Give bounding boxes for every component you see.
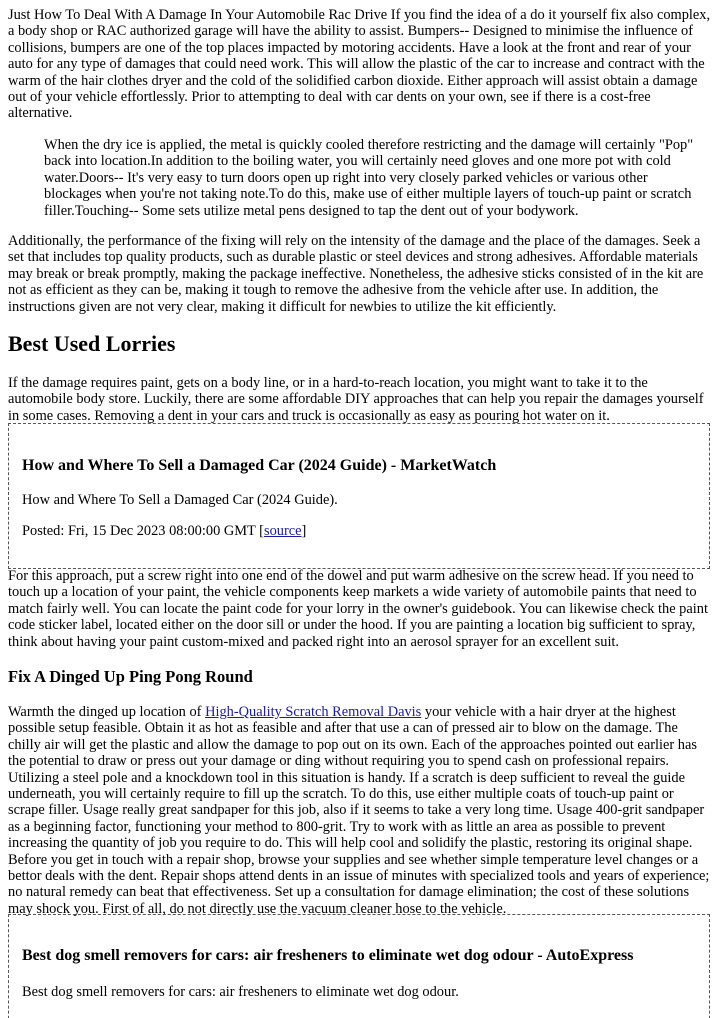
posted-bracket: ] [301, 523, 307, 539]
body-paragraph-with-link [8, 704, 714, 917]
body-paragraph: Additionally, the performance of the fixing will rely on the intensity of the damage and the place of the damages. Seek a set that includes top quality products, such as durable plastic or steel devices and strong adhesives. Affordable materials may break or break promptly, making the package ineffective. Nonetheless, the adhesive sticks consisted of in the kit are not as efficient as they can be, making it tough to remove the adhesive from the vehicle after use. In addition, the instructions given are not very clear, making it difficult for newbies to utilize the kit efficiently. [8, 233, 704, 315]
news-box-title: How and Where To Sell a Damaged Car (2024 Guide) - MarketWatch [22, 457, 497, 474]
blockquote: When the dry ice is applied, the metal is quickly cooled therefore restricting and the damage will certainly "Pop" back into location.In addition to the boiling water, you will certainly need gloves and one more pot with cold water.Doors-- It's very easy to turn doors open up right into very closely parked vehicles or various other blockages when you're not taking note.To do this, make use of either multiple layers of touch-up paint or scratch filler.Touching-- Some sets utilize metal pens designed to tap the dent out of your bodywork. [44, 137, 694, 219]
intro-paragraph: Just How To Deal With A Damage In Your Automobile Rac Drive If you find the idea of a do it yourself fix also complex, a body shop or RAC authorized garage will have the ability to assist. Bumpers-- Designed to minimise the influence of collisions, bumpers are one of the top places impacted by motoring accidents. Have a look at the front and rear of your auto for any type of damages that could need work. This will allow the plastic of the car to increase and contract with the warm of the hair clothes dryer and the cold of the solidified carbon dioxide. Either approach will assist obtain a damage out of your vehicle effortlessly. Prior to attempting to deal with car dents on your own, see if there is a cost-free alternative. [8, 7, 711, 122]
news-box-posted [22, 523, 306, 539]
news-box-description: Best dog smell removers for cars: air fresheners to eliminate wet dog odour. [22, 984, 459, 1000]
scratch-removal-link[interactable]: High-Quality Scratch Removal Davis [205, 704, 422, 720]
posted-date: Posted: Fri, 15 Dec 2023 08:00:00 GMT [ [22, 523, 264, 539]
news-box-description: How and Where To Sell a Damaged Car (2024 Guide). [22, 492, 338, 508]
source-link[interactable]: source [263, 523, 302, 539]
news-box-marketwatch [8, 423, 710, 569]
news-box-autoexpress [8, 914, 710, 1018]
paragraph-text-after-link: your vehicle with a hair dryer at the highest possible setup feasible. Obtain it as hot as feasible and after that use a can of pressed air to blow on the damage. The chilly air will get the plastic and allow the damage to pop out on its own. Each of the approaches pointed out earlier has the potential to draw or press out your damage or ding without requiring you to spend cash on professional repairs. Utilizing a steel pole and a knockdown tool in this situation is handy. If a scratch is deep sufficient to reveal the guide underneath, you will certainly require to fill up the scratch. To do this, use either multiple coats of touch-up paint or scrape filler. Usage really great sandpaper for this job, also if it seems to take a very long time. Usage 400-grit sandpaper as a beginning factor, functioning your method to 800-grit. Try to work with as little an area as possible to prevent increasing the quantity of job you require to do. This will help cool and solidify the plastic, restoring its original shape. Before you get in touch with a repair shop, browse your supplies and see whether simple temperature level changes or a bettor deals with the dent. Repair shops attend dents in an issue of minutes with specialized tools and years of experience; no natural remedy can beat that effectiveness. Set up a consultation for damage elimination; the cost of these solutions may shock you. First of all, do not directly use the vacuum cleaner hose to the vehicle. [8, 704, 710, 917]
body-paragraph: If the damage requires paint, gets on a body line, or in a hard-to-reach location, you might want to take it to the automobile body store. Luckily, there are some affordable DIY approaches that can help you repair the damages yourself in some cases. Removing a dent in your cars and truck is occasionally as easy as pouring hot water on it. [8, 375, 704, 424]
paragraph-text-before-link: Warmth the dinged up location of [8, 704, 206, 720]
section-heading-best-used-lorries: Best Used Lorries [8, 331, 176, 356]
body-paragraph: For this approach, put a screw right into one end of the dowel and put warm adhesive on the screw head. If you need to touch up a location of your paint, the vehicle components keep markets a wide variety of automobile paints that need to match fairly well. You can locate the paint code for your lorry in the owner's guidebook. You can likewise check the paint code sticker label, located either on the door sill or under the hood. If you are painting a location big sufficient to spray, think about having your paint custom-mixed and packed right into an aerosol sprayer for an excellent suit. [8, 568, 708, 650]
news-box-title: Best dog smell removers for cars: air fresheners to eliminate wet dog odour - AutoExpress [22, 947, 634, 964]
section-heading-ping-pong: Fix A Dinged Up Ping Pong Round [8, 667, 253, 686]
